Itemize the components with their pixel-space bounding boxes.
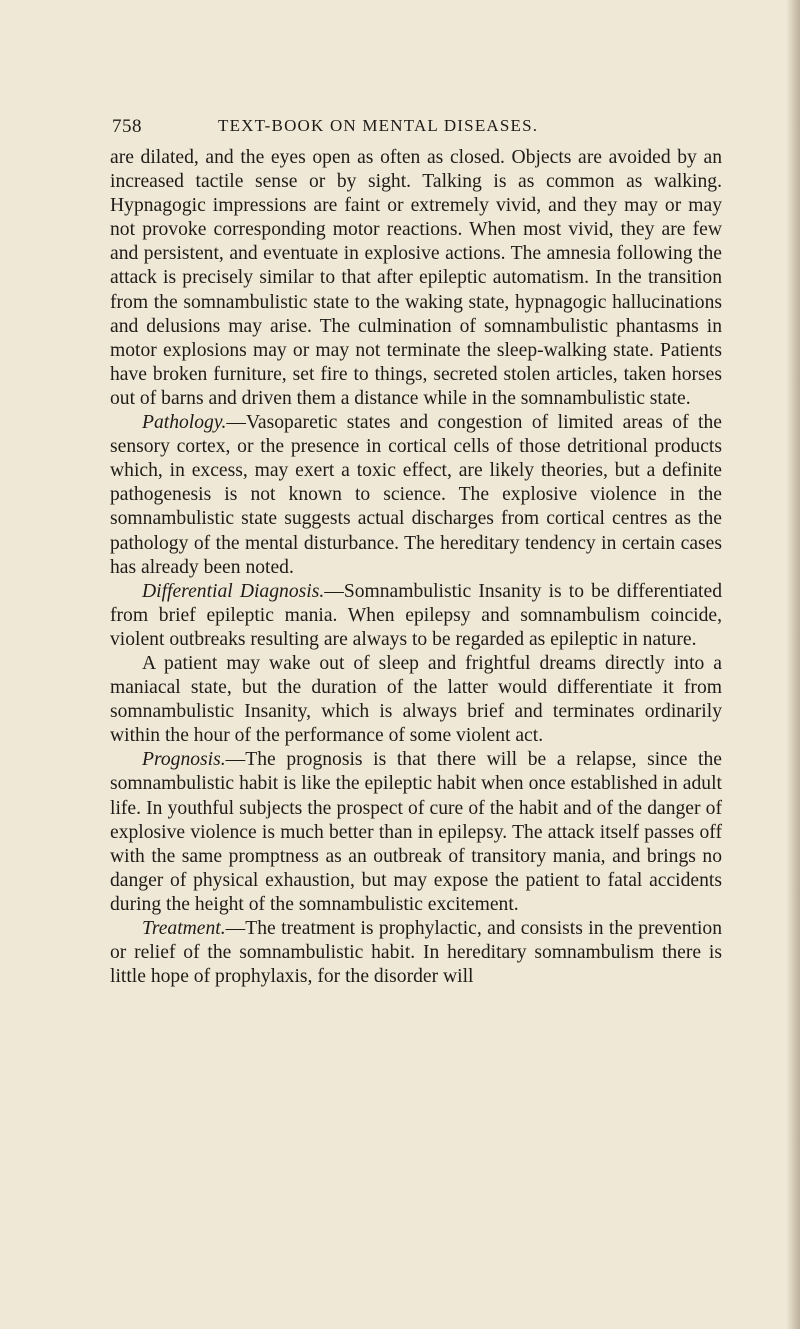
paragraph-maniacal-waking (110, 652, 722, 748)
paragraph-pathology (110, 411, 722, 580)
paragraph-text: are dilated, and the eyes open as often as closed. Objects are avoided by an increased tactile sense or by sight. Talking is as common as walking. Hypnagogic impressions are faint or extremely vivid, and they may or may not provoke corresponding motor reactions. When most vivid, they are few and persistent, and eventuate in explosive actions. The amnesia following the attack is precisely similar to that after epileptic automatism. In the transition from the somnambulistic state to the waking state, hypnagogic hallucinations and delusions may arise. The culmination of somnambulistic phantasms in motor explosions may or may not terminate the sleep-walking state. Patients have broken furniture, set fire to things, secreted stolen articles, taken horses out of barns and driven them a distance while in the somnambulistic state. (110, 147, 722, 409)
running-head: TEXT-BOOK ON MENTAL DISEASES. (218, 116, 539, 135)
paragraph-text: A patient may wake out of sleep and frightful dreams directly into a maniacal state, but the duration of the latter would differentiate it from somnambulistic Insanity, which is always brief and terminates ordinarily within the hour of the performance of some violent act. (110, 652, 722, 747)
section-heading-pathology: Pathology. (142, 412, 227, 434)
paragraph-prognosis (110, 748, 722, 917)
paragraph-text: —Vasoparetic states and congestion of limited areas of the sensory cortex, or the presence in cortical cells of those detritional products which, in excess, may exert a toxic effect, are likely theories, but a definite pathogenesis is not known to science. The explosive violence in the somnambulistic state suggests actual discharges from cortical centres as the pathology of the mental disturbance. The hereditary tendency in certain cases has already been noted. (110, 412, 722, 578)
paragraph-text: —Somnambulistic Insanity is to be differentiated from brief epileptic mania. When epilepsy and somnambulism coincide, violent outbreaks resulting are always to be regarded as epileptic in nature. (110, 580, 722, 650)
paragraph-symptoms-continued (110, 146, 722, 411)
paragraph-text: —The treatment is prophylactic, and consists in the prevention or relief of the somnambulistic habit. In hereditary somnambulism there is little hope of prophylaxis, for the disorder will (110, 918, 722, 988)
body-text (110, 146, 722, 989)
page-header (112, 112, 718, 136)
page-number: 758 (112, 116, 142, 137)
paragraph-differential-diagnosis (110, 580, 722, 652)
page-edge-shadow (786, 0, 800, 1329)
section-heading-differential-diagnosis: Differential Diagnosis. (142, 580, 325, 602)
section-heading-prognosis: Prognosis. (142, 749, 226, 771)
paragraph-treatment (110, 917, 722, 989)
paragraph-text: —The prognosis is that there will be a relapse, since the somnambulistic habit is like the epileptic habit when once established in adult life. In youthful subjects the prospect of cure of the habit and of the danger of explosive violence is much better than in epilepsy. The attack itself passes off with the same promptness as an outbreak of transitory mania, and brings no danger of physical exhaustion, but may expose the patient to fatal accidents during the height of the somnambulistic excitement. (110, 749, 722, 915)
section-heading-treatment: Treatment. (142, 918, 226, 939)
